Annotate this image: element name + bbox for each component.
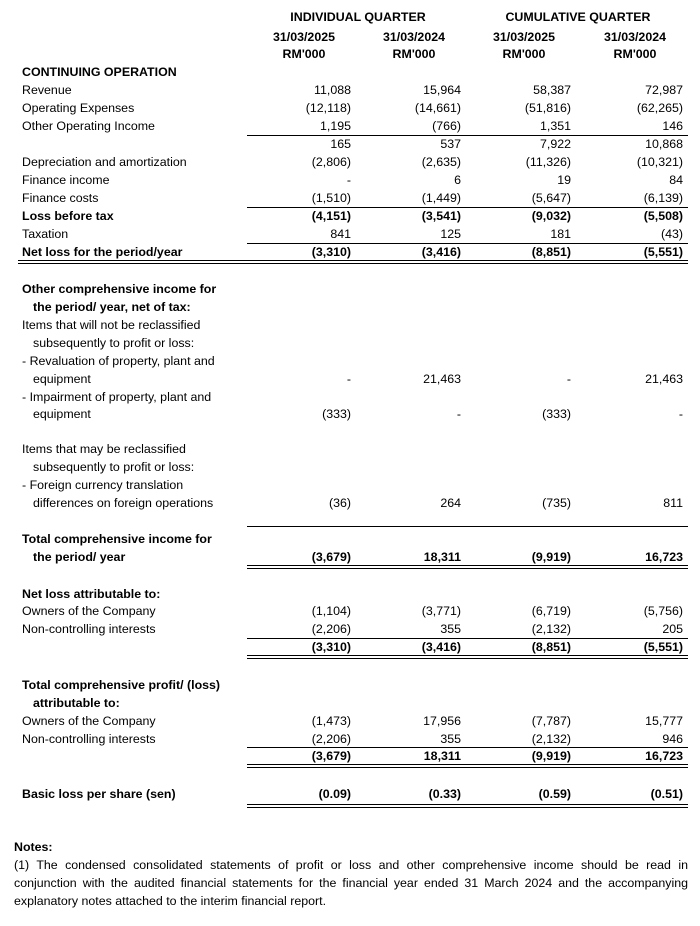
row-net-loss [0,243,700,261]
row-label: Taxation [22,227,69,241]
cell: (62,265) [636,101,683,115]
revaluation-row-1 [0,352,700,370]
row-label: Items that will not be reclassified [22,318,201,332]
double-divider [247,804,688,808]
column-header-2 [359,29,469,63]
cell: (1,104) [311,604,351,618]
row-label: Non-controlling interests [22,622,156,636]
reclassified-row-2 [0,458,700,476]
row-revaluation [0,370,700,388]
column-date: 31/03/2025 [492,30,555,44]
column-date: 31/03/2024 [603,30,666,44]
double-divider [247,565,688,569]
oci-title: the period/ year, net of tax: [33,300,191,314]
row-label: equipment [33,407,91,421]
row-label: - Impairment of property, plant and [22,390,212,404]
cell: 146 [662,119,683,133]
notes-title: Notes: [14,840,53,854]
section-title: CONTINUING OPERATION [22,65,177,79]
cell: (9,919) [531,550,571,564]
row-revenue [0,81,700,99]
cell: (3,416) [421,640,461,654]
cell: (2,132) [531,622,571,636]
cell: 165 [330,137,351,151]
cell: 7,922 [539,137,571,151]
not-reclassified-row-1 [0,316,700,334]
row-other-operating-income [0,117,700,135]
tcp-title-row-2 [0,694,700,712]
cell: (4,151) [311,209,351,223]
column-header-1 [249,29,359,63]
divider [247,526,688,527]
cell: (12,118) [305,101,351,115]
row-label: Items that may be reclassified [22,442,186,456]
double-divider [247,655,688,659]
row-label: Finance costs [22,191,99,205]
row-nl-nci [0,620,700,638]
cell: - [456,407,461,421]
tcp-title: Total comprehensive profit/ (loss) [22,678,221,692]
notes [14,838,688,910]
cell: 264 [440,496,461,510]
section-title-row [0,63,700,81]
cell: (8,851) [531,640,571,654]
row-operating-expenses [0,99,700,117]
row-tcp-nci [0,730,700,748]
oci-title: Other comprehensive income for [22,282,217,296]
cell: (3,310) [311,245,351,259]
cell: 16,723 [645,749,683,763]
row-label: subsequently to profit or loss: [33,460,195,474]
row-label: equipment [33,372,91,386]
row-label: Owners of the Company [22,714,156,728]
not-reclassified-row-2 [0,334,700,352]
cell: (5,756) [643,604,683,618]
cell: (5,647) [531,191,571,205]
oci-title-row-2 [0,298,700,316]
cell: (2,132) [531,732,571,746]
cell: (2,206) [311,622,351,636]
row-label: subsequently to profit or loss: [33,336,195,350]
cell: (735) [542,496,571,510]
row-subtotal [0,135,700,153]
row-label: Loss before tax [22,209,114,223]
cell: (9,032) [531,209,571,223]
cell: 1,351 [539,119,571,133]
cell: 11,088 [314,83,351,97]
column-date: 31/03/2024 [382,30,445,44]
cell: 125 [440,227,461,241]
cell: (2,635) [421,155,461,169]
cell: 946 [662,732,683,746]
cell: 841 [330,227,351,241]
column-unit: RM'000 [502,47,546,61]
column-unit: RM'000 [392,47,436,61]
cell: 19 [557,173,571,187]
cell: (51,816) [524,101,571,115]
row-label: Revenue [22,83,72,97]
cell: (5,508) [643,209,683,223]
cell: (2,806) [311,155,351,169]
cumulative-quarter-header: CUMULATIVE QUARTER [505,10,651,24]
tci-title: Total comprehensive income for [22,532,212,546]
row-label: differences on foreign operations [33,496,214,510]
cell: (11,326) [525,155,571,169]
cell: (0.33) [428,787,461,801]
cell: - [678,407,683,421]
oci-title-row-1 [0,280,700,298]
cell: (0.51) [650,787,683,801]
double-divider [18,260,688,264]
cell: (3,679) [311,749,351,763]
cell: 58,387 [533,83,571,97]
cell: - [566,372,571,386]
cell: (333) [322,407,351,421]
cell: (3,679) [311,550,351,564]
cell: (9,919) [531,749,571,763]
cell: (766) [432,119,461,133]
cell: (3,310) [311,640,351,654]
cell: (333) [542,407,571,421]
row-label: Finance income [22,173,110,187]
row-label: - Foreign currency translation [22,478,184,492]
cell: (3,416) [421,245,461,259]
cell: 16,723 [645,550,683,564]
fx-row-1 [0,476,700,494]
tcp-title: attributable to: [33,696,120,710]
cell: (1,510) [311,191,351,205]
cell: (6,719) [531,604,571,618]
tci-title-row [0,530,700,548]
nl-attr-title-row [0,585,700,603]
cell: 21,463 [423,372,461,386]
cell: 72,987 [645,83,683,97]
cell: (10,321) [636,155,683,169]
cell: 15,777 [645,714,683,728]
column-header-3 [469,29,579,63]
row-tcp-owners [0,712,700,730]
reclassified-row-1 [0,440,700,458]
cell: (43) [660,227,683,241]
row-label: Owners of the Company [22,604,156,618]
cell: 18,311 [423,550,461,564]
cell: (5,551) [643,245,683,259]
row-label: the period/ year [33,550,126,564]
row-label: - Revaluation of property, plant and [22,354,215,368]
individual-quarter-header: INDIVIDUAL QUARTER [290,10,426,24]
cell: 355 [440,732,461,746]
column-header-4 [580,29,690,63]
cell: 84 [669,173,683,187]
cell: (1,449) [421,191,461,205]
row-label: Basic loss per share (sen) [22,787,176,801]
notes-text: (1) The condensed consolidated statements of profit or loss and other comprehensive income should be read in conjunction with the audited financial statements for the financial year ended 31 March 2024 and the accompanying explanatory notes attached to the interim financial report. [14,858,688,908]
cell: (0.59) [538,787,571,801]
cell: 6 [454,173,461,187]
row-nl-total [0,638,700,656]
cell: 537 [440,137,461,151]
row-nl-owners [0,602,700,620]
cell: 355 [440,622,461,636]
cell: (2,206) [311,732,351,746]
row-finance-income [0,171,700,189]
nl-attr-title: Net loss attributable to: [22,587,161,601]
row-basic-loss-per-share [0,785,700,803]
cell: (0.09) [318,787,351,801]
column-unit: RM'000 [613,47,657,61]
column-unit: RM'000 [282,47,326,61]
cell: - [346,372,351,386]
cell: (1,473) [311,714,351,728]
cell: (7,787) [531,714,571,728]
cell: (3,541) [421,209,461,223]
column-date: 31/03/2025 [272,30,335,44]
row-loss-before-tax [0,207,700,225]
cell: 181 [550,227,571,241]
cell: - [346,173,351,187]
cell: 10,868 [645,137,683,151]
cell: 205 [662,622,683,636]
row-taxation [0,225,700,243]
row-label: Non-controlling interests [22,732,156,746]
cell: (3,771) [421,604,461,618]
cell: 21,463 [645,372,683,386]
row-finance-costs [0,189,700,207]
double-divider [247,764,688,768]
cell: 1,195 [319,119,351,133]
row-impairment [0,405,700,423]
cell: 811 [663,496,683,510]
cell: (5,551) [643,640,683,654]
cell: (6,139) [643,191,683,205]
cell: 18,311 [423,749,461,763]
row-tcp-total [0,747,700,765]
row-label: Other Operating Income [22,119,155,133]
row-depreciation [0,153,700,171]
row-foreign-currency [0,494,700,512]
row-total-comprehensive-income [0,548,700,566]
row-label: Operating Expenses [22,101,135,115]
cell: 17,956 [423,714,461,728]
row-label: Depreciation and amortization [22,155,187,169]
cell: 15,964 [423,83,461,97]
cell: (14,661) [414,101,461,115]
cell: (36) [328,496,351,510]
row-label: Net loss for the period/year [22,245,183,259]
cell: (8,851) [531,245,571,259]
tcp-title-row-1 [0,676,700,694]
impairment-row-1 [0,388,700,406]
